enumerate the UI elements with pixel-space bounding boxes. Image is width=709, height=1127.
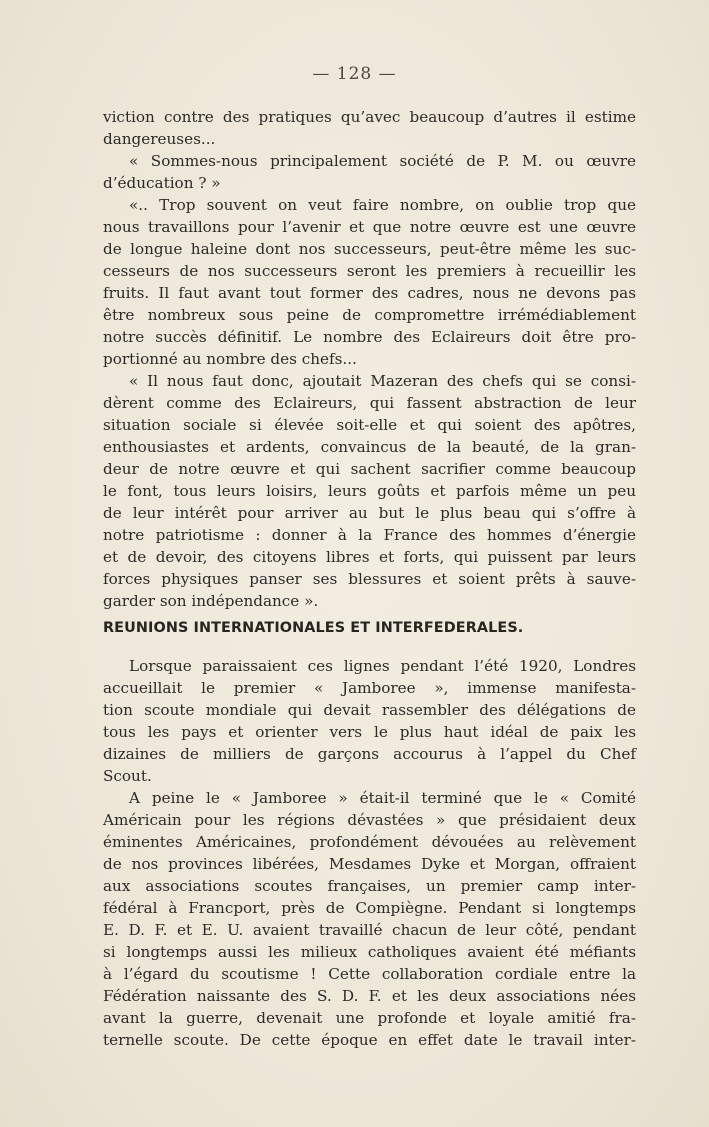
text-line: dangereuses... bbox=[103, 130, 216, 148]
text-line: ternelle scoute. De cette époque en effet date le travail inter- bbox=[103, 1031, 636, 1049]
text-line: de leur intérêt pour arriver au but le plus beau qui s’offre à bbox=[103, 504, 636, 522]
text-line: «.. Trop souvent on veut faire nombre, on oublie trop que bbox=[129, 196, 636, 214]
text-line: Américain pour les régions dévastées » que présidaient deux bbox=[103, 811, 636, 829]
text-line: notre patriotisme : donner à la France des hommes d’énergie bbox=[103, 526, 636, 544]
text-line: « Il nous faut donc, ajoutait Mazeran des chefs qui se consi- bbox=[129, 372, 636, 390]
text-block-quote bbox=[103, 106, 636, 612]
text-line: et de devoir, des citoyens libres et forts, qui puissent par leurs bbox=[103, 548, 636, 566]
text-line: viction contre des pratiques qu’avec beaucoup d’autres il estime bbox=[103, 108, 636, 126]
text-line: aux associations scoutes françaises, un premier camp inter- bbox=[103, 877, 636, 895]
text-line: cesseurs de nos successeurs seront les premiers à recueillir les bbox=[103, 262, 636, 280]
text-line: de nos provinces libérées, Mesdames Dyke et Morgan, offraient bbox=[103, 855, 636, 873]
text-line: garder son indépendance ». bbox=[103, 592, 319, 610]
text-line: Lorsque paraissaient ces lignes pendant l’été 1920, Londres bbox=[129, 657, 636, 675]
text-line: deur de notre œuvre et qui sachent sacrifier comme beaucoup bbox=[103, 460, 636, 478]
text-line: Scout. bbox=[103, 767, 152, 785]
text-line: portionné au nombre des chefs... bbox=[103, 350, 357, 368]
text-line: dèrent comme des Eclaireurs, qui fassent abstraction de leur bbox=[103, 394, 636, 412]
text-line: E. D. F. et E. U. avaient travaillé chacun de leur côté, pendant bbox=[103, 921, 636, 939]
text-line: fruits. Il faut avant tout former des cadres, nous ne devons pas bbox=[103, 284, 636, 302]
text-line: à l’égard du scoutisme ! Cette collaboration cordiale entre la bbox=[103, 965, 636, 983]
text-line: enthousiastes et ardents, convaincus de la beauté, de la gran- bbox=[103, 438, 636, 456]
page-number: — 128 — bbox=[312, 64, 397, 84]
text-line: si longtemps aussi les milieux catholiques avaient été méfiants bbox=[103, 943, 636, 961]
text-line: tous les pays et orienter vers le plus haut idéal de paix les bbox=[103, 723, 636, 741]
text-line: forces physiques panser ses blessures et soient prêts à sauve- bbox=[103, 570, 636, 588]
section-heading: REUNIONS INTERNATIONALES ET INTERFEDERALES. bbox=[103, 620, 524, 636]
text-line: Fédération naissante des S. D. F. et les deux associations nées bbox=[103, 987, 636, 1005]
text-line: fédéral à Francport, près de Compiègne. Pendant si longtemps bbox=[103, 899, 636, 917]
text-line: accueillait le premier « Jamboree », immense manifesta- bbox=[103, 679, 636, 697]
text-line: « Sommes-nous principalement société de P. M. ou œuvre bbox=[129, 152, 636, 170]
text-block-narrative bbox=[103, 655, 636, 1051]
text-line: situation sociale si élevée soit-elle et qui soient des apôtres, bbox=[103, 416, 636, 434]
text-line: de longue haleine dont nos successeurs, peut-être même les suc- bbox=[103, 240, 636, 258]
text-line: avant la guerre, devenait une profonde et loyale amitié fra- bbox=[103, 1009, 636, 1027]
text-line: éminentes Américaines, profondément dévouées au relèvement bbox=[103, 833, 636, 851]
text-line: nous travaillons pour l’avenir et que notre œuvre est une œuvre bbox=[103, 218, 636, 236]
text-line: dizaines de milliers de garçons accourus à l’appel du Chef bbox=[103, 745, 636, 763]
text-line: être nombreux sous peine de compromettre irrémédiablement bbox=[103, 306, 636, 324]
text-line: d’éducation ? » bbox=[103, 174, 221, 192]
text-line: notre succès définitif. Le nombre des Eclaireurs doit être pro- bbox=[103, 328, 636, 346]
text-line: A peine le « Jamboree » était-il terminé que le « Comité bbox=[129, 789, 636, 807]
text-line: le font, tous leurs loisirs, leurs goûts et parfois même un peu bbox=[103, 482, 636, 500]
text-line: tion scoute mondiale qui devait rassembler des délégations de bbox=[103, 701, 636, 719]
